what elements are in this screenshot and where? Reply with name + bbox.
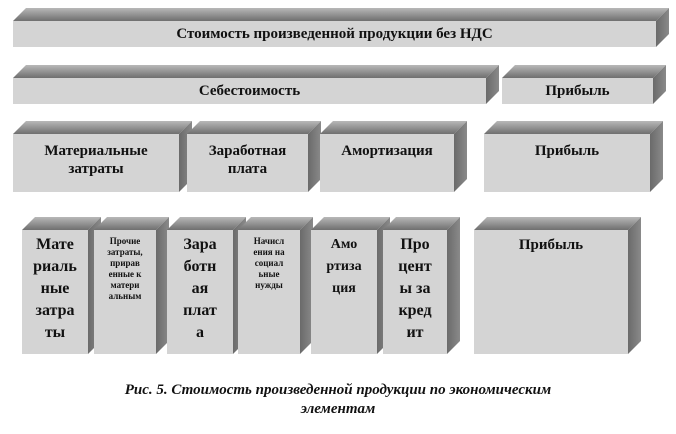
profit-label-level4: Прибыль bbox=[518, 237, 584, 253]
other-l4-line1: Прочие bbox=[109, 236, 141, 246]
social-l4-line4: ьные bbox=[258, 269, 280, 279]
wages-label-line1: Заработная bbox=[208, 143, 287, 159]
amortization-box-level4 bbox=[311, 230, 377, 354]
other-l4-line3: прирав bbox=[110, 258, 140, 268]
profit-box-level3 bbox=[484, 134, 650, 192]
other-l4-line2: затраты, bbox=[107, 247, 143, 257]
materials-label-line2: затраты bbox=[68, 161, 124, 177]
profit-box-level4 bbox=[474, 230, 628, 354]
social-l4-line5: нужды bbox=[255, 280, 283, 290]
materials-box-level4 bbox=[22, 230, 88, 354]
wages-l4-line4: плат bbox=[183, 302, 217, 319]
wages-l4-line3: ая bbox=[191, 280, 209, 297]
wages-box-level4 bbox=[167, 230, 233, 354]
caption-line2: элементам bbox=[300, 401, 376, 417]
interest-l4-line2: цент bbox=[398, 258, 432, 275]
materials-box-level3 bbox=[13, 134, 179, 192]
social-l4-line2: ения на bbox=[253, 247, 285, 257]
amortization-l4-line2: ртиза bbox=[326, 259, 362, 274]
total-value-box bbox=[13, 21, 656, 47]
interest-l4-line4: кред bbox=[398, 302, 432, 319]
wages-box-level3 bbox=[187, 134, 308, 192]
interest-box-level4 bbox=[383, 230, 447, 354]
materials-l4-line4: затра bbox=[35, 302, 75, 319]
figure-caption bbox=[0, 381, 676, 419]
social-charges-box-level4 bbox=[238, 230, 300, 354]
caption-line1: Рис. 5. Стоимость произведенной продукции по экономическим bbox=[124, 382, 552, 398]
other-l4-line4: енные к bbox=[108, 269, 142, 279]
wages-label-line2: плата bbox=[227, 161, 268, 177]
profit-label-level3: Прибыль bbox=[534, 143, 600, 159]
amortization-l4-line3: ция bbox=[332, 281, 356, 296]
amortization-l4-line1: Амо bbox=[330, 237, 358, 252]
interest-l4-line5: ит bbox=[406, 324, 424, 341]
cost-box bbox=[13, 78, 486, 104]
other-costs-box-level4 bbox=[94, 230, 156, 354]
materials-l4-line2: риаль bbox=[33, 258, 77, 275]
materials-l4-line1: Мате bbox=[36, 236, 74, 253]
cost-label: Себестоимость bbox=[198, 83, 301, 99]
social-l4-line1: Начисл bbox=[253, 236, 285, 246]
materials-l4-line5: ты bbox=[44, 324, 66, 341]
wages-l4-line1: Зара bbox=[183, 236, 217, 253]
wages-l4-line2: ботн bbox=[183, 258, 217, 275]
materials-l4-line3: ные bbox=[40, 280, 70, 297]
interest-l4-line1: Про bbox=[400, 236, 430, 253]
other-l4-line6: альным bbox=[108, 291, 142, 301]
amortization-box-level3 bbox=[320, 134, 454, 192]
other-l4-line5: матери bbox=[110, 280, 140, 290]
wages-l4-line5: а bbox=[196, 324, 204, 341]
profit-label-level2: Прибыль bbox=[545, 83, 610, 99]
profit-box-level2 bbox=[502, 78, 653, 104]
social-l4-line3: социал bbox=[254, 258, 284, 268]
interest-l4-line3: ы за bbox=[399, 280, 431, 297]
amortization-label-level3: Амортизация bbox=[341, 143, 433, 159]
materials-label-line1: Материальные bbox=[44, 143, 148, 159]
total-value-label: Стоимость произведенной продукции без НДС bbox=[176, 26, 493, 42]
